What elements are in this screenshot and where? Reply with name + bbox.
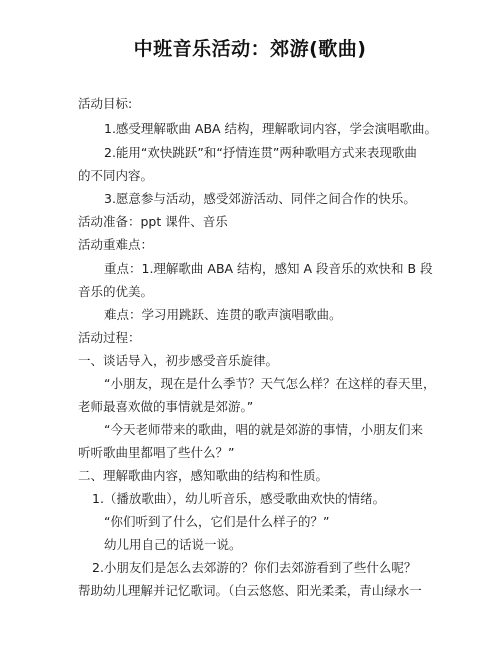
key-point-continued: 音乐的优美。 xyxy=(78,284,154,299)
process-step-1: 一、谈话导入，初步感受音乐旋律。 xyxy=(78,353,279,368)
goal-item-1: 1.感受理解歌曲 ABA 结构，理解歌词内容，学会演唱歌曲。 xyxy=(104,121,438,136)
process-substep-1: 1.（播放歌曲），幼儿听音乐，感受歌曲欢快的情绪。 xyxy=(92,491,386,506)
process-quote-1-continued: 老师最喜欢做的事情就是郊游。” xyxy=(78,399,254,414)
document-title: 中班音乐活动：郊游(歌曲) xyxy=(133,38,367,60)
key-point: 重点：1.理解歌曲 ABA 结构，感知 A 段音乐的欢快和 B 段 xyxy=(104,261,433,276)
process-step-2: 二、理解歌曲内容，感知歌曲的结构和性质。 xyxy=(78,468,329,483)
goal-item-2: 2.能用“欢快跳跃”和“抒情连贯”两种歌唱方式来表现歌曲 xyxy=(104,145,417,160)
section-heading-process: 活动过程： xyxy=(78,330,141,345)
process-quote-2-continued: 听听歌曲里都唱了些什么？” xyxy=(78,445,235,460)
difficult-point: 难点：学习用跳跃、连贯的歌声演唱歌曲。 xyxy=(104,307,342,322)
process-substep-2-continued: 帮助幼儿理解并记忆歌词。（白云悠悠、阳光柔柔，青山绿水一 xyxy=(78,583,422,598)
process-substep-2: 2.小朋友们是怎么去郊游的？你们去郊游看到了些什么呢？ xyxy=(92,560,417,575)
process-quote-3: “你们听到了什么，它们是什么样子的？” xyxy=(104,514,330,529)
section-heading-key-points: 活动重难点： xyxy=(78,237,154,252)
section-heading-preparation: 活动准备：ppt 课件、音乐 xyxy=(78,214,228,229)
section-heading-goals: 活动目标: xyxy=(78,96,133,111)
goal-item-2-continued: 的不同内容。 xyxy=(78,168,154,183)
process-note: 幼儿用自己的话说一说。 xyxy=(104,537,242,552)
process-quote-2: “今天老师带来的歌曲，唱的就是郊游的事情，小朋友们来 xyxy=(104,422,423,437)
goal-item-3: 3.愿意参与活动，感受郊游活动、同伴之间合作的快乐。 xyxy=(104,191,416,206)
process-quote-1: “小朋友，现在是什么季节？天气怎么样？在这样的春天里， xyxy=(104,376,436,391)
